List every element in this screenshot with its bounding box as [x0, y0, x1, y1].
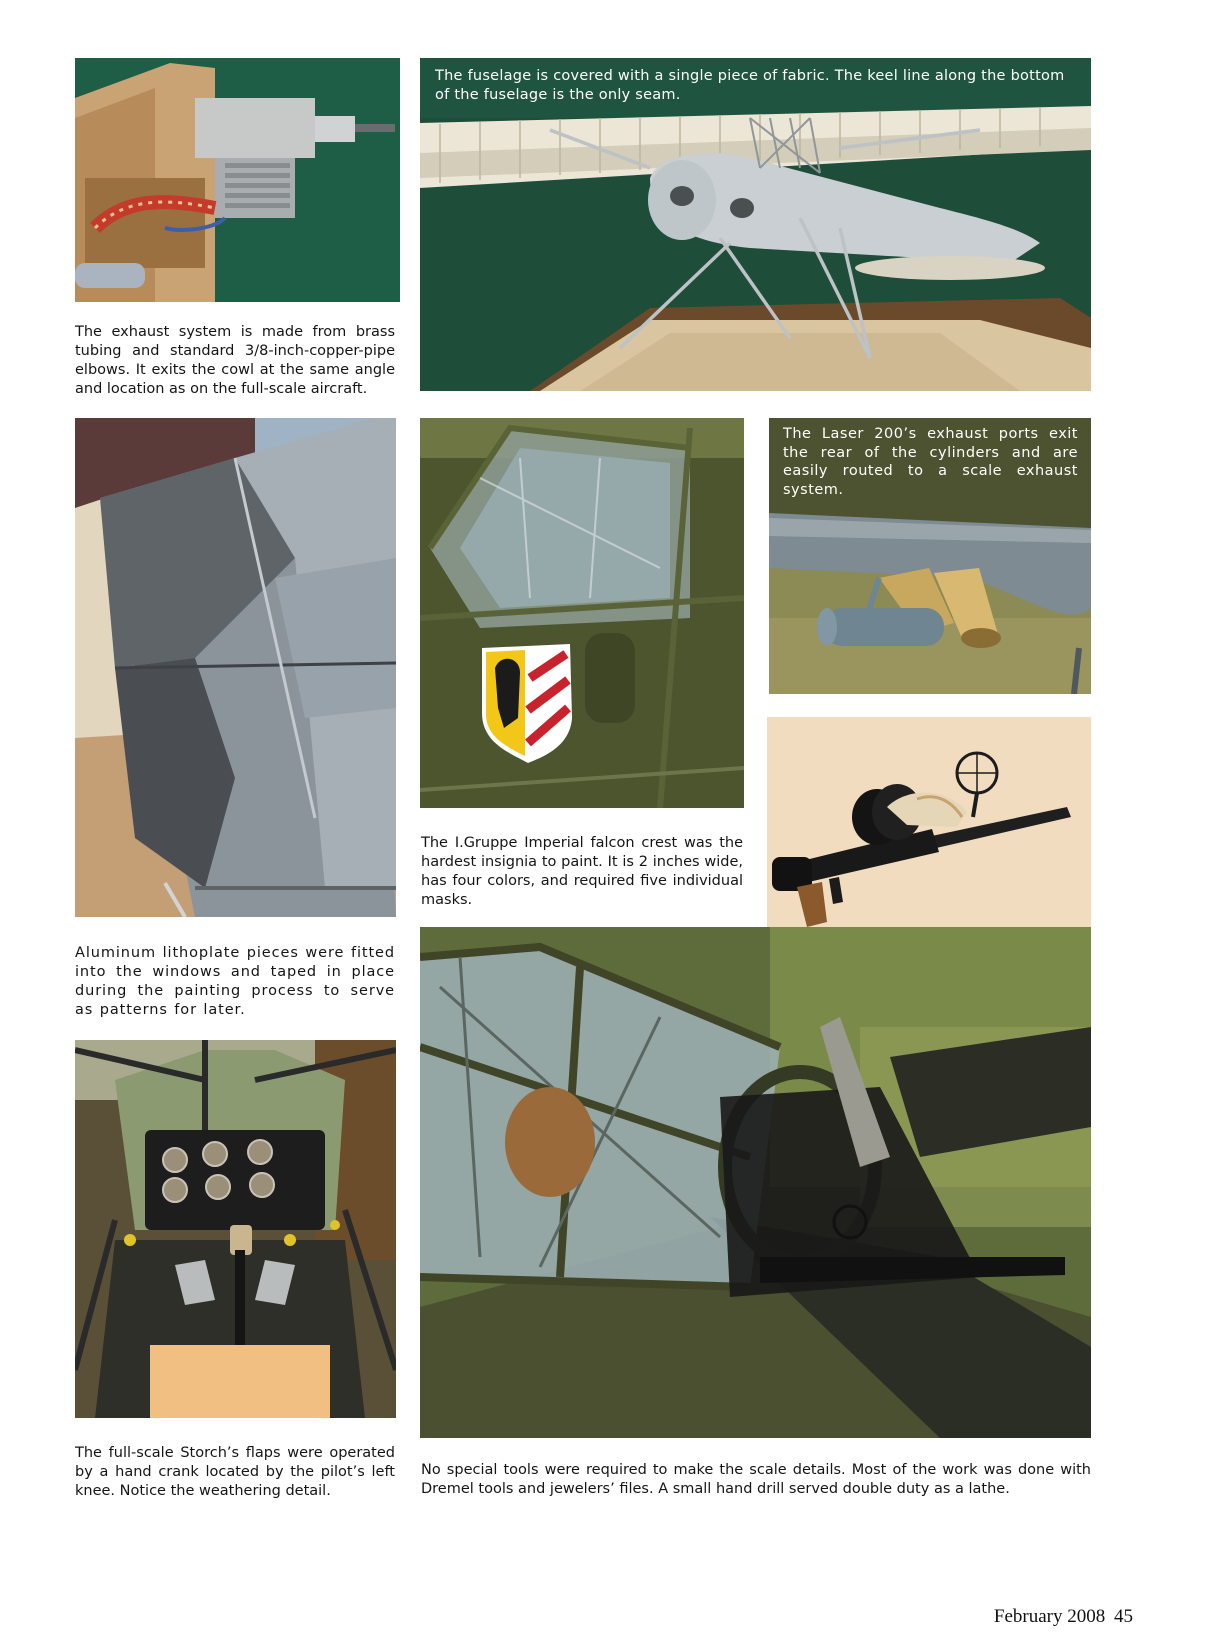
- caption-lithoplate: [75, 944, 395, 1020]
- engine-exhaust-photo: [75, 58, 400, 302]
- page-folio: [994, 1606, 1133, 1628]
- issue-date: February 2008: [993, 1606, 1106, 1627]
- lithoplate-photo: [75, 418, 396, 917]
- falcon-crest-photo: [420, 418, 744, 808]
- caption-flap-crank-text: The full-scale Storch’s flaps were operated by a hand crank located by the pilot’s left knee. Notice the weathering detail.: [75, 1445, 395, 1499]
- caption-tools: [421, 1461, 1091, 1499]
- caption-laser-exhaust-text: The Laser 200’s exhaust ports exit the rear of the cylinders and are easily routed to a scale exhaust system.: [783, 426, 1078, 498]
- caption-lithoplate-text: Aluminum lithoplate pieces were fitted into the windows and taped in place during the painting process to serve as patterns for later.: [75, 945, 395, 1018]
- caption-laser-exhaust: [783, 425, 1078, 499]
- caption-falcon-crest: [421, 834, 743, 910]
- fuselage-photo: [420, 58, 1091, 391]
- caption-exhaust-system-text: The exhaust system is made from brass tubing and standard 3/8-inch-copper-pipe elbows. It exits the cowl at the same angle and location as on the full-scale aircraft.: [75, 324, 395, 397]
- caption-fuselage-fabric-text: The fuselage is covered with a single piece of fabric. The keel line along the bottom of the fuselage is the only seam.: [435, 68, 1065, 103]
- caption-tools-text: No special tools were required to make the scale details. Most of the work was done with Dremel tools and jewelers’ files. A small hand drill served double duty as a lathe.: [421, 1462, 1091, 1497]
- caption-fuselage-fabric: [435, 67, 1080, 104]
- caption-falcon-crest-text: The I.Gruppe Imperial falcon crest was the hardest insignia to paint. It is 2 inches wide, has four colors, and required five individual masks.: [421, 835, 743, 908]
- page-number: 45: [1114, 1606, 1133, 1627]
- canopy-gun-photo: [420, 927, 1091, 1438]
- caption-exhaust-system: [75, 323, 395, 399]
- cockpit-photo: [75, 1040, 396, 1418]
- caption-flap-crank: [75, 1444, 395, 1501]
